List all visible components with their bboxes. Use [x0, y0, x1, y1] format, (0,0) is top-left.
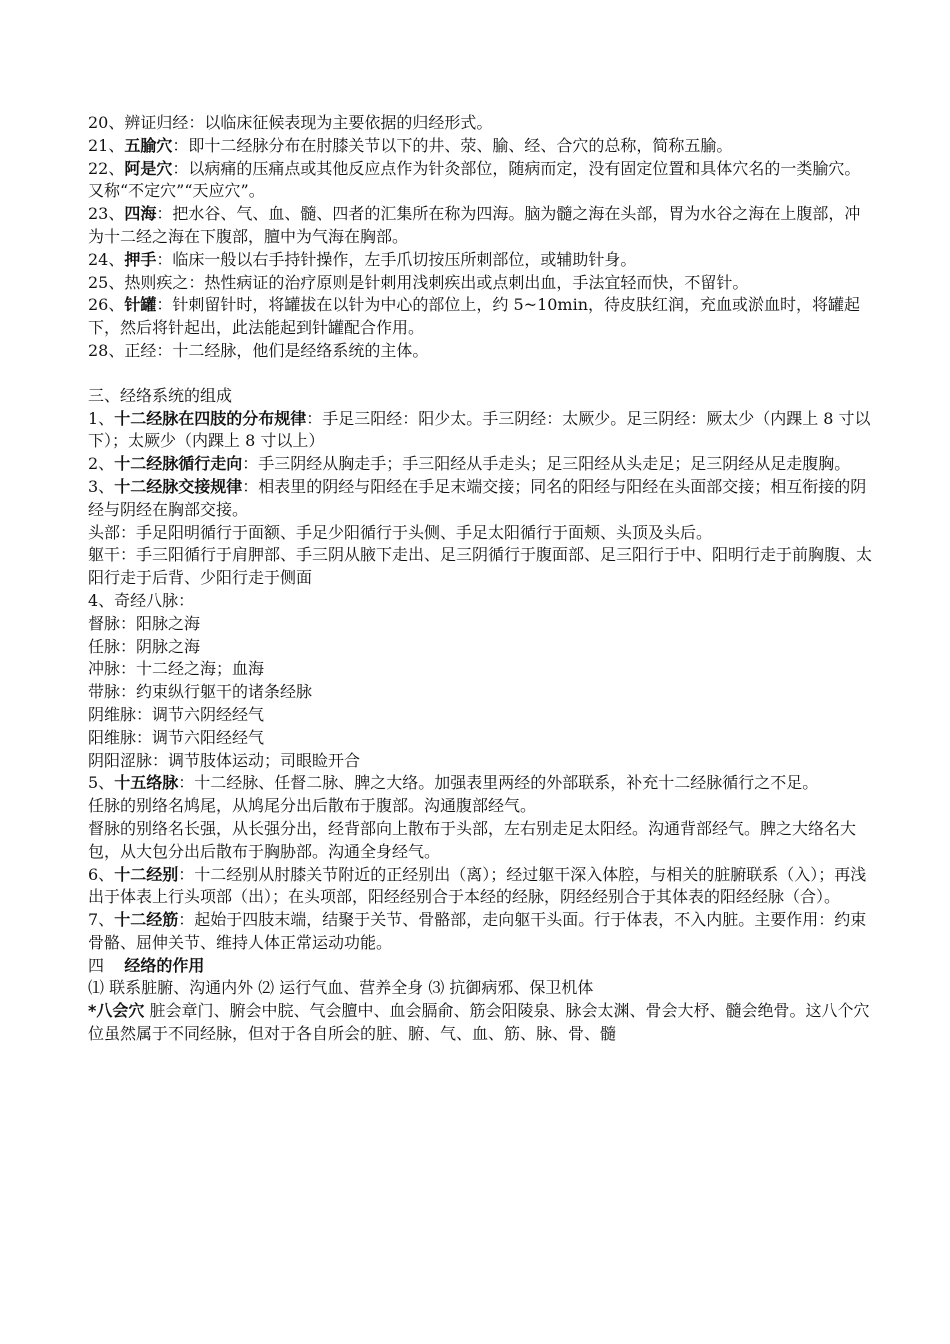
item-5-a: 任脉的别络名鸠尾，从鸠尾分出后散布于腹部。沟通腹部经气。 — [88, 796, 537, 816]
def-25: 25、热则疾之：热性病证的治疗原则是针刺用浅刺疾出或点刺出血，手法宜轻而快，不留针。 — [88, 272, 749, 292]
vessel-item: 阴维脉：调节六阴经经气 — [88, 704, 265, 724]
item-1: 1、十二经脉在四肢的分布规律：手足三阳经：阳少太。手三阴经：太厥少。足三阴经：厥太少（内踝上 8 寸以下）；太厥少（内踝上 8 寸以上） — [88, 408, 871, 451]
vessel-item: 任脉：阴脉之海 — [88, 636, 201, 656]
spacer — [88, 363, 874, 385]
vessel-item: 冲脉：十二经之海；血海 — [88, 659, 265, 679]
section-4-items: ⑴ 联系脏腑、沟通内外 ⑵ 运行气血、营养全身 ⑶ 抗御病邪、保卫机体 — [88, 978, 594, 998]
def-20: 20、辨证归经：以临床征候表现为主要依据的归经形式。 — [88, 113, 493, 132]
def-23: 23、四海：把水谷、气、血、髓、四者的汇集所在称为四海。脑为髓之海在头部，胃为水谷之海在上腹部，冲为十二经之海在下腹部，膻中为气海在胸部。 — [88, 204, 861, 246]
section-3-title: 三、经络系统的组成 — [88, 385, 233, 405]
def-28: 28、正经：十二经脉，他们是经络系统的主体。 — [88, 340, 429, 360]
item-6: 6、十二经别：十二经别从肘膝关节附近的正经别出（离）；经过躯干深入体腔，与相关的脏腑联系（入）；再浅出于体表上行头项部（出）；在头项部，阳经经别合于本经的经脉，阴经经别合于其体表的阳经经脉（合）。 — [88, 864, 867, 907]
item-5: 5、十五络脉：十二经脉、任督二脉、脾之大络。加强表里两经的外部联系，补充十二经脉循行之不足。 — [88, 773, 819, 793]
document-page — [88, 112, 874, 1046]
item-7: 7、十二经筋：起始于四肢末端，结聚于关节、骨骼部，走向躯干头面。行于体表，不入内脏。主要作用：约束骨骼、屈伸关节、维持人体正常运动功能。 — [88, 910, 867, 952]
item-3-trunk: 躯干：手三阳循行于肩胛部、手三阴从腋下走出、足三阴循行于腹面部、足三阳行于中、阳明行走于前胸腹、太阳行走于后背、少阳行走于侧面 — [88, 545, 873, 588]
vessel-item: 阳维脉：调节六阳经经气 — [88, 727, 265, 747]
item-4-title: 4、奇经八脉： — [88, 590, 195, 610]
item-5-b: 督脉的别络名长强，从长强分出，经背部向上散布于头部，左右别走足太阳经。沟通背部经气。脾之大络名大包，从大包分出后散布于胸胁部。沟通全身经气。 — [88, 818, 857, 861]
vessel-item: 带脉：约束纵行躯干的诸条经脉 — [88, 682, 313, 702]
def-24: 24、押手：临床一般以右手持针操作，左手爪切按压所刺部位，或辅助针身。 — [88, 249, 637, 269]
def-22: 22、阿是穴：以病痛的压痛点或其他反应点作为针灸部位，随病而定，没有固定位置和具体穴名的一类腧穴。又称“不定穴”“天应穴”。 — [88, 158, 861, 201]
section-4-title: 四 经络的作用 — [88, 955, 205, 975]
item-3: 3、十二经脉交接规律：相表里的阴经与阳经在手足末端交接；同名的阳经与阳经在头面部交接；相互衔接的阴经与阴经在胸部交接。 — [88, 476, 867, 519]
def-21: 21、五腧穴：即十二经脉分布在肘膝关节以下的井、荥、腧、经、合穴的总称，简称五腧。 — [88, 135, 733, 155]
item-2: 2、十二经脉循行走向：手三阴经从胸走手；手三阳经从手走头；足三阳经从头走足；足三阴经从足走腹胸。 — [88, 454, 851, 474]
item-3-head: 头部：手足阳明循行于面额、手足少阳循行于头侧、手足太阳循行于面颊、头顶及头后。 — [88, 522, 713, 542]
vessel-item: 阴阳涩脉：调节肢体运动；司眼睑开合 — [88, 750, 361, 770]
vessel-item: 督脉：阳脉之海 — [88, 613, 201, 633]
def-26: 26、针罐：针刺留针时，将罐拔在以针为中心的部位上，约 5~10min，待皮肤红润，充血或淤血时，将罐起下，然后将针起出，此法能起到针罐配合作用。 — [88, 295, 861, 338]
bahui-paragraph: *八会穴 脏会章门、腑会中脘、气会膻中、血会膈俞、筋会阳陵泉、脉会太渊、骨会大杼、髓会绝骨。这八个穴位虽然属于不同经脉，但对于各自所会的脏、腑、气、血、筋、脉、骨、髓 — [88, 1001, 870, 1044]
